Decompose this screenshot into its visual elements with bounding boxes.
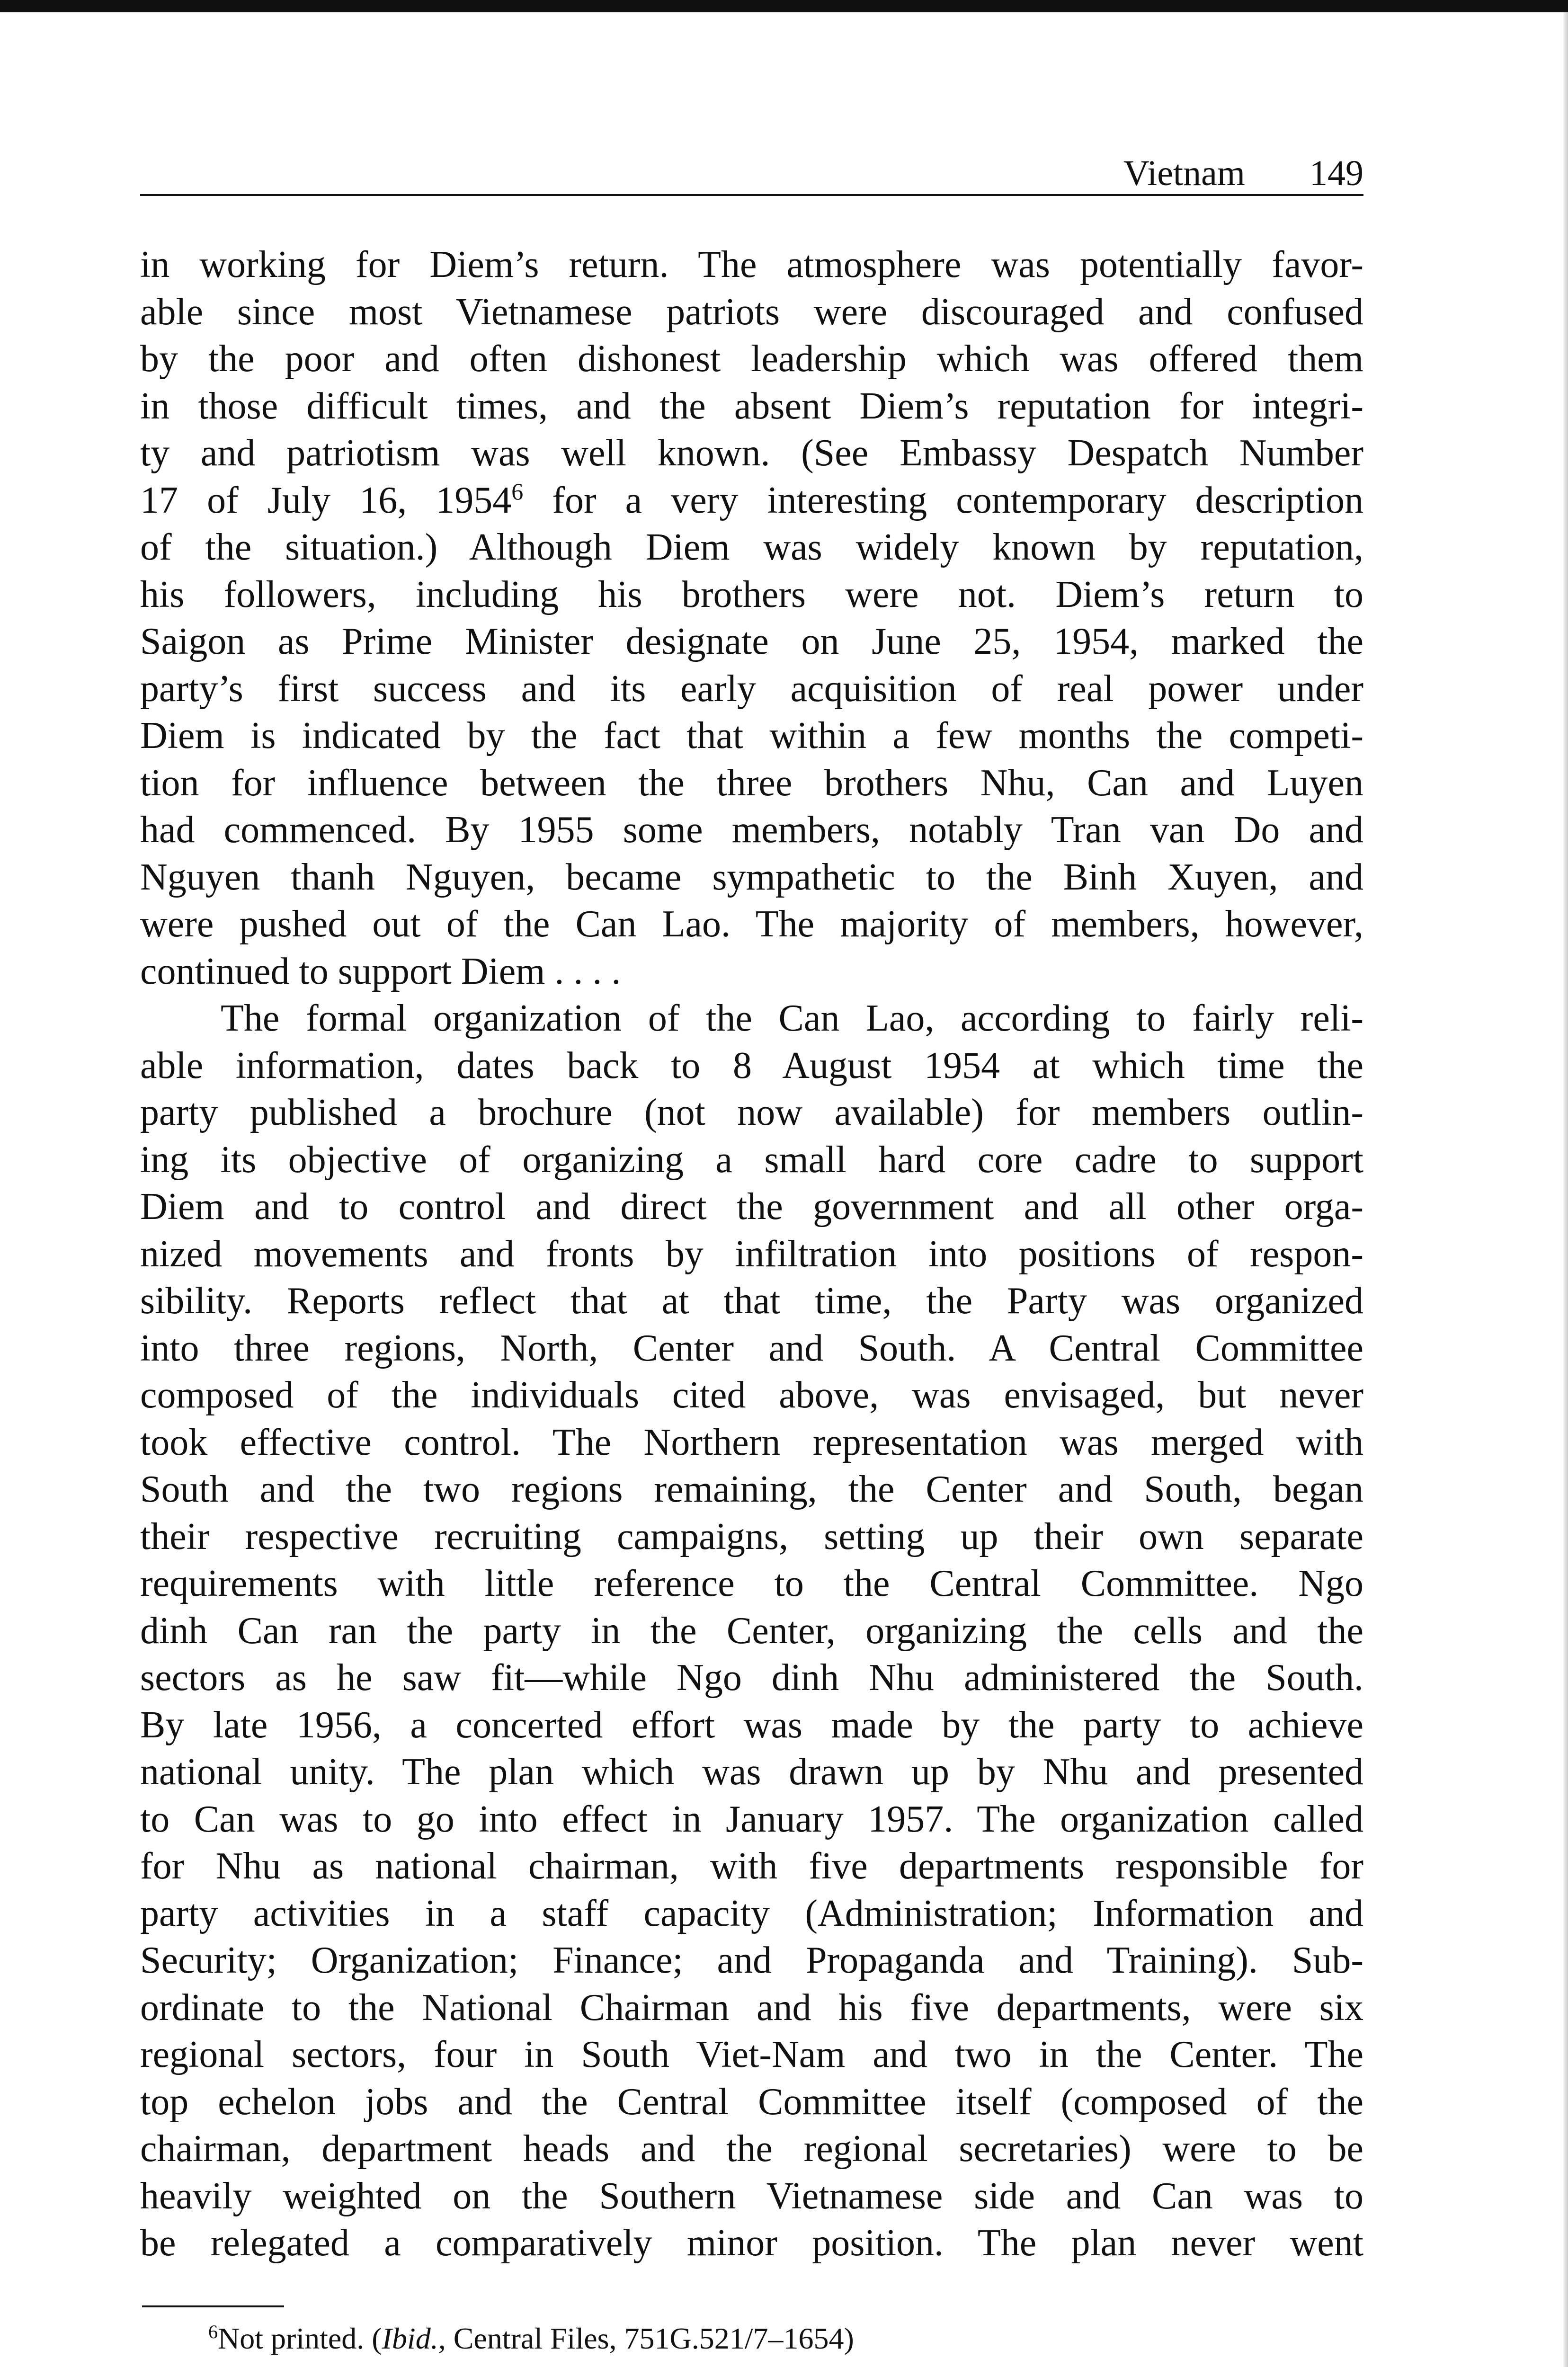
- paragraph-1: [140, 241, 1363, 995]
- page-right-edge: [1563, 12, 1568, 2367]
- text-line: composed of the individuals cited above, was envisaged, but never: [140, 1374, 1363, 1416]
- text-line: ordinate to the National Chairman and his five departments, were six: [140, 1986, 1363, 2029]
- text-line: of the situation.) Although Diem was widely known by reputation,: [140, 526, 1363, 568]
- text-line: tion for influence between the three brothers Nhu, Can and Luyen: [140, 762, 1363, 804]
- text-line: be relegated a comparatively minor position. The plan never went: [140, 2222, 1363, 2264]
- text-line: Security; Organization; Finance; and Propaganda and Training). Sub-: [140, 1940, 1363, 1981]
- paragraph-2: [140, 995, 1363, 2267]
- text-line: requirements with little reference to the Central Committee. Ngo: [140, 1563, 1363, 1604]
- text-line: The formal organization of the Can Lao, according to fairly reli-: [221, 997, 1363, 1039]
- text-line: his followers, including his brothers were not. Diem’s return to: [140, 573, 1363, 615]
- text-line: Saigon as Prime Minister designate on June 25, 1954, marked the: [140, 621, 1363, 662]
- page-number: 149: [1310, 153, 1363, 193]
- text-line: were pushed out of the Can Lao. The majority of members, however,: [140, 903, 1363, 945]
- text-line: nized movements and fronts by infiltration into positions of respon-: [140, 1233, 1363, 1275]
- text-line: regional sectors, four in South Viet-Nam and two in the Center. The: [140, 2034, 1363, 2075]
- text-line: Diem and to control and direct the government and all other orga-: [140, 1186, 1363, 1228]
- text-line-with-footnote-ref: [140, 477, 1363, 525]
- text-line: sectors as he saw fit—while Ngo dinh Nhu administered the South.: [140, 1657, 1363, 1699]
- text-line: Nguyen thanh Nguyen, became sympathetic to the Binh Xuyen, and: [140, 856, 1363, 898]
- text-line: party’s first success and its early acquisition of real power under: [140, 667, 1363, 710]
- footnote-marker: 6: [208, 2321, 218, 2342]
- text-line: chairman, department heads and the regional secretaries) were to be: [140, 2128, 1363, 2170]
- footnote: [208, 2320, 1363, 2358]
- body-text: [140, 241, 1363, 2267]
- text-line: by the poor and often dishonest leadership which was offered them: [140, 338, 1363, 380]
- text-line: By late 1956, a concerted effort was made by the party to achieve: [140, 1704, 1363, 1746]
- page-top-edge: [0, 0, 1568, 12]
- text-segment: 17 of July 16, 1954: [140, 479, 512, 521]
- text-line: Diem is indicated by the fact that within a few months the competi-: [140, 715, 1363, 756]
- text-line: ing its objective of organizing a small hard core cadre to support: [140, 1139, 1363, 1181]
- footnote-reference: 6: [511, 478, 524, 505]
- text-line: top echelon jobs and the Central Committee itself (composed of the: [140, 2081, 1363, 2123]
- text-line: in those difficult times, and the absent Diem’s reputation for integri-: [140, 385, 1363, 427]
- footnote-text: Central Files, 751G.521/7–1654): [445, 2322, 854, 2355]
- text-line: continued to support Diem . . . .: [140, 950, 621, 992]
- text-line: for Nhu as national chairman, with five departments responsible for: [140, 1845, 1363, 1887]
- text-line: party published a brochure (not now available) for members outlin-: [140, 1092, 1363, 1133]
- footnote-separator: [142, 2305, 284, 2307]
- text-line: South and the two regions remaining, the Center and South, began: [140, 1468, 1363, 1510]
- text-line: dinh Can ran the party in the Center, organizing the cells and the: [140, 1610, 1363, 1652]
- text-line: their respective recruiting campaigns, setting up their own separate: [140, 1515, 1363, 1557]
- text-line: ty and patriotism was well known. (See Embassy Despatch Number: [140, 432, 1363, 474]
- footnote-text: Not printed. (: [218, 2322, 382, 2355]
- text-line: took effective control. The Northern representation was merged with: [140, 1421, 1363, 1463]
- running-head-title: Vietnam: [1123, 153, 1245, 193]
- text-line: national unity. The plan which was drawn up by Nhu and presented: [140, 1751, 1363, 1793]
- text-segment: for a very interesting contemporary description: [523, 479, 1363, 521]
- text-line: able information, dates back to 8 August 1954 at which time the: [140, 1044, 1363, 1086]
- text-line: into three regions, North, Center and South. A Central Committee: [140, 1327, 1363, 1369]
- text-line: able since most Vietnamese patriots were discouraged and confused: [140, 291, 1363, 333]
- text-line: had commenced. By 1955 some members, notably Tran van Do and: [140, 809, 1363, 851]
- text-line: heavily weighted on the Southern Vietnamese side and Can was to: [140, 2175, 1363, 2217]
- footnote-ibid: Ibid.,: [382, 2322, 446, 2355]
- running-head: [140, 137, 1363, 196]
- text-line: to Can was to go into effect in January 1957. The organization called: [140, 1798, 1363, 1840]
- text-line: sibility. Reports reflect that at that time, the Party was organized: [140, 1280, 1363, 1322]
- text-line: in working for Diem’s return. The atmosphere was potentially favor-: [140, 244, 1363, 285]
- text-line: party activities in a staff capacity (Administration; Information and: [140, 1892, 1363, 1934]
